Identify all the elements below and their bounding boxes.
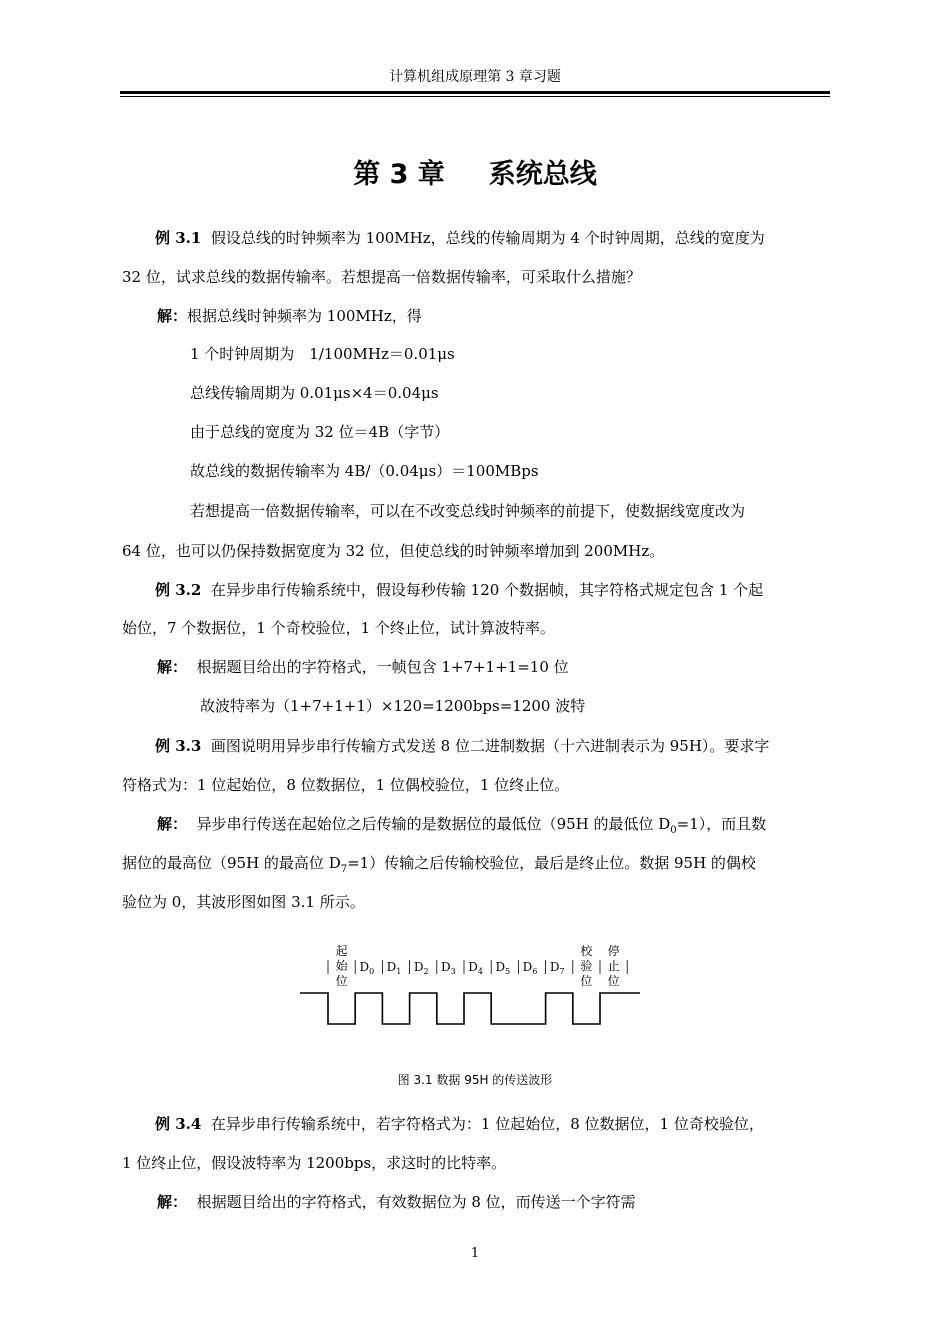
ex33-s2a: 据位的最高位（95H 的最高位 D [122, 854, 341, 872]
start-bit-label: 始 [335, 959, 348, 973]
chapter-number: 第 3 章 [353, 159, 445, 190]
data-bit-label-6: $D_6$ [522, 960, 538, 976]
ex31-step2: 总线传输周期为 0.01μs×4＝0.04μs [190, 384, 439, 402]
data-bit-label-5: $D_5$ [495, 960, 511, 976]
ex33-s1a: 异步串行传送在起始位之后传输的是数据位的最低位（95H 的最低位 D [196, 815, 671, 833]
ex34-line1 [155, 1105, 764, 1143]
ex34-solution-text1: 根据题目给出的字符格式，有效数据位为 8 位，而传送一个字符需 [196, 1193, 636, 1211]
header-rule-thin [120, 96, 830, 97]
ex33-s2-sub: 7 [340, 864, 348, 875]
ex34-solution-line1 [157, 1183, 636, 1221]
ex31-line2: 32 位，试求总线的数据传输率。若想提高一倍数据传输率，可采取什么措施？ [122, 268, 641, 286]
ex31-step5: 若想提高一倍数据传输率，可以在不改变总线时钟频率的前提下，使数据线宽度改为 [190, 502, 746, 520]
ex32-solution-text1: 根据题目给出的字符格式，一帧包含 1+7+1+1=10 位 [196, 658, 569, 676]
parity-bit-label: 位 [580, 974, 593, 988]
header-rule-thick [120, 91, 830, 94]
ex33-solution-label: 解： [157, 815, 188, 833]
ex31-step3: 由于总线的宽度为 32 位＝4B（字节） [190, 423, 450, 441]
chapter-name: 系统总线 [488, 159, 597, 190]
ex32-solution-line1 [157, 648, 569, 686]
waveform-line [300, 993, 640, 1024]
ex33-solution-line3: 验位为 0，其波形图如图 3.1 所示。 [122, 893, 365, 911]
ex34-line2: 1 位终止位，假设波特率为 1200bps，求这时的比特率。 [122, 1154, 507, 1172]
ex31-line1 [155, 219, 765, 257]
start-bit-label: 位 [335, 974, 348, 988]
ex31-text1: 假设总线的时钟频率为 100MHz，总线的传输周期为 4 个时钟周期，总线的宽度为 [210, 229, 765, 247]
data-bit-label-1: $D_1$ [386, 960, 402, 976]
ex34-text1: 在异步串行传输系统中，若字符格式为：1 位起始位，8 位数据位，1 位奇校验位， [210, 1115, 764, 1133]
ex31-solution-intro-text: 根据总线时钟频率为 100MHz，得 [187, 307, 422, 325]
data-bit-label-0: $D_0$ [359, 960, 375, 976]
data-bit-label-2: $D_2$ [413, 960, 429, 976]
waveform-figure [300, 940, 640, 1030]
ex31-solution-intro [157, 297, 422, 335]
ex31-step4: 故总线的数据传输率为 4B/（0.04μs）＝100MBps [190, 462, 539, 480]
stop-bit-label: 停 [607, 944, 620, 958]
ex33-s1b: =1），而且数 [676, 815, 767, 833]
ex32-text1: 在异步串行传输系统中，假设每秒传输 120 个数据帧，其字符格式规定包含 1 个起 [210, 581, 764, 599]
ex34-label: 例 3.4 [155, 1115, 202, 1133]
page-header-title: 计算机组成原理第 3 章习题 [389, 69, 561, 85]
parity-bit-label: 验 [580, 959, 593, 973]
data-bit-label-7: $D_7$ [549, 960, 565, 976]
ex33-line1 [155, 727, 769, 765]
ex32-solution-line2: 故波特率为（1+7+1+1）×120=1200bps=1200 波特 [200, 697, 586, 715]
ex33-s2b: =1）传输之后传输校验位，最后是终止位。数据 95H 的偶校 [347, 854, 756, 872]
ex31-step1: 1 个时钟周期为 1/100MHz＝0.01μs [190, 345, 455, 363]
chapter-title [0, 152, 950, 191]
page-number: 1 [470, 1246, 480, 1261]
stop-bit-label: 止 [607, 959, 620, 973]
data-bit-label-4: $D_4$ [468, 960, 483, 976]
figure-caption: 图 3.1 数据 95H 的传送波形 [397, 1073, 553, 1087]
ex31-solution-label: 解： [157, 307, 188, 325]
ex31-step6: 64 位，也可以仍保持数据宽度为 32 位，但使总线的时钟频率增加到 200MHz。 [122, 542, 665, 560]
data-bit-label-3: $D_3$ [441, 960, 456, 976]
ex33-text1: 画图说明用异步串行传输方式发送 8 位二进制数据（十六进制表示为 95H）。要求字 [210, 737, 770, 755]
stop-bit-label: 位 [607, 974, 620, 988]
ex32-line1 [155, 571, 763, 609]
start-bit-label: 起 [335, 944, 348, 958]
ex32-line2: 始位，7 个数据位，1 个奇校验位，1 个终止位，试计算波特率。 [122, 619, 555, 637]
ex31-label: 例 3.1 [155, 229, 202, 247]
parity-bit-label: 校 [580, 944, 593, 958]
ex33-line2: 符格式为：1 位起始位，8 位数据位，1 位偶校验位，1 位终止位。 [122, 776, 570, 794]
ex33-label: 例 3.3 [155, 737, 202, 755]
ex32-solution-label: 解： [157, 658, 188, 676]
ex34-solution-label: 解： [157, 1193, 188, 1211]
ex32-label: 例 3.2 [155, 581, 202, 599]
ex33-s1-sub: 0 [670, 825, 677, 836]
